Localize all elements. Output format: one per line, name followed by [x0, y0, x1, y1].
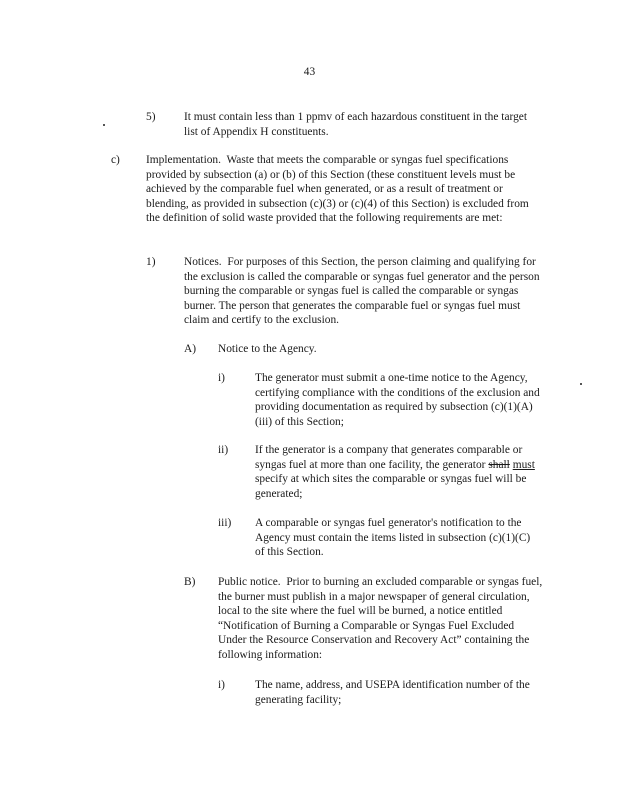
item-c1Ai-text: The generator must submit a one-time notice to the Agency, certifying compliance with the conditions of the exclusion and providing documentation as required by subsection (c)(1)(A)(iii) of this Section; [255, 372, 540, 428]
item-c1Bi-label: i) [218, 679, 225, 691]
item-c1B-heading: Public notice. [218, 576, 281, 588]
item-c1Aii-text-before: If the generator is a company that generates comparable or syngas fuel at more than one facility, the generator [255, 444, 523, 471]
item-c-label: c) [111, 154, 120, 166]
item-5-label: 5) [146, 111, 156, 123]
item-c-paragraph [146, 153, 543, 226]
item-c1B-label: B) [184, 576, 196, 588]
item-c1Aii-text-after: specify at which sites the comparable or syngas fuel will be generated; [255, 473, 527, 500]
item-c-text: Waste that meets the comparable or syngas fuel specifications provided by subsection (a) or (b) of this Section (these constituent levels must be achieved by the comparable fuel when generated, or as a result of treatment or blending, as provided in subsection (c)(3) or (c)(4) of this Section) is excluded from the definition of solid waste provided that the following requirements are met: [146, 154, 529, 225]
item-c1B-paragraph [218, 575, 545, 663]
item-c1-label: 1) [146, 256, 156, 268]
item-c1-paragraph [184, 255, 544, 328]
item-c1B-text: Prior to burning an excluded comparable or syngas fuel, the burner must publish in a major newspaper of general circulation, local to the site where the fuel will be burned, a notice entitled “Notification of Burning a Comparable or Syngas Fuel Excluded Under the Resource Conservation and Recovery Act” containing the following information: [218, 576, 543, 661]
inserted-word-must: must [512, 458, 535, 471]
scan-speck [103, 124, 105, 126]
item-c1Aii-label: ii) [218, 444, 229, 456]
item-5-text: It must contain less than 1 ppmv of each hazardous constituent in the target list of Appendix H constituents. [184, 111, 528, 138]
item-c1-text: For purposes of this Section, the person claiming and qualifying for the exclusion is called the comparable or syngas fuel generator and the person burning the comparable or syngas fuel is called the comparable or syngas burner. The person that generates the comparable fuel or syngas fuel must claim and certify to the exclusion. [184, 256, 540, 327]
item-c1Aiii-label: iii) [218, 517, 232, 529]
item-c1Ai-label: i) [218, 372, 225, 384]
item-c-heading: Implementation. [146, 154, 221, 166]
item-c1Aii-paragraph [255, 443, 547, 501]
item-c1Bi-text: The name, address, and USEPA identification number of the generating facility; [255, 679, 530, 706]
item-c1A-label: A) [184, 343, 197, 355]
struck-word-shall: shall [488, 458, 510, 471]
page-number: 43 [303, 66, 316, 78]
scan-speck [580, 383, 582, 385]
item-c1A-text: Notice to the Agency. [218, 343, 317, 355]
item-c1Aiii-text: A comparable or syngas fuel generator's notification to the Agency must contain the items listed in subsection (c)(1)(C) of this Section. [255, 517, 531, 559]
item-c1-heading: Notices. [184, 256, 222, 268]
